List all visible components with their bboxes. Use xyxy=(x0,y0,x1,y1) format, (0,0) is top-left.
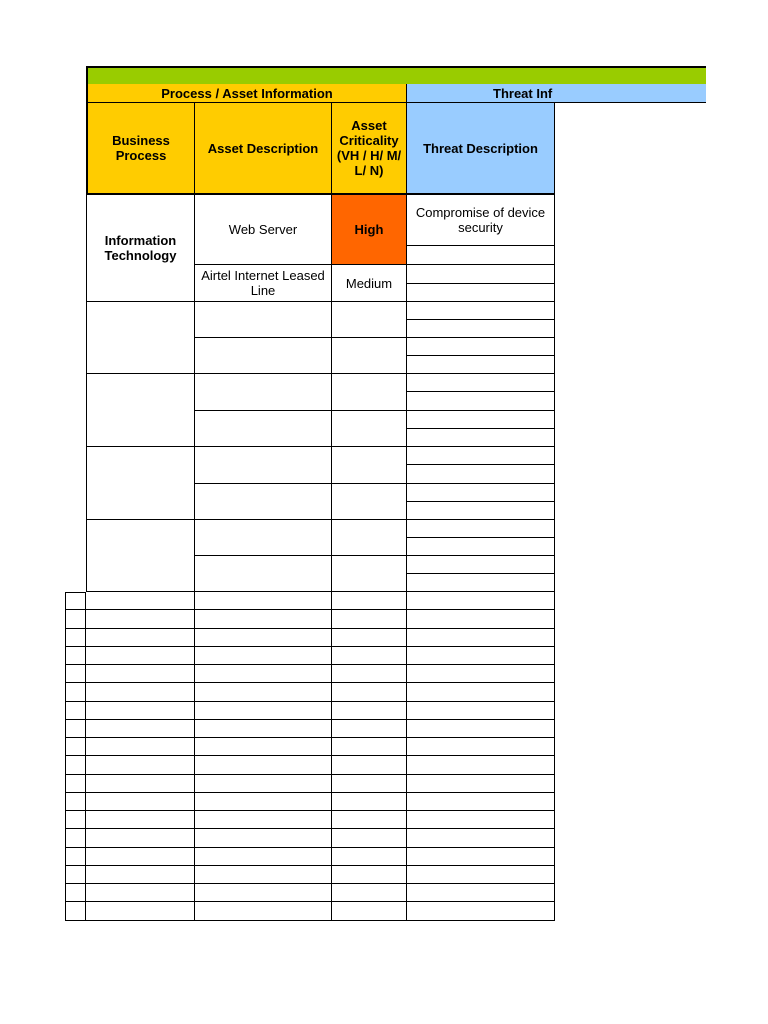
business-process-cell[interactable] xyxy=(86,738,195,756)
threat-description-cell[interactable] xyxy=(407,775,555,793)
asset-criticality-cell[interactable] xyxy=(332,829,407,848)
threat-description-cell[interactable] xyxy=(407,538,555,556)
asset-description-cell[interactable] xyxy=(195,411,332,447)
threat-description-cell[interactable] xyxy=(407,411,555,429)
section-threat-label: Threat Inf xyxy=(493,85,553,101)
asset-description-cell[interactable] xyxy=(195,848,332,866)
asset-criticality-cell[interactable] xyxy=(332,647,407,665)
row-number-cell[interactable] xyxy=(65,683,86,702)
business-process-cell[interactable] xyxy=(86,793,195,811)
asset-description-cell[interactable] xyxy=(195,702,332,720)
threat-description-cell[interactable] xyxy=(407,720,555,738)
business-process-cell[interactable] xyxy=(86,756,195,775)
threat-description-cell[interactable] xyxy=(407,338,555,356)
threat-description-cell[interactable] xyxy=(407,629,555,647)
asset-description-cell[interactable] xyxy=(195,683,332,702)
threat-description-cell[interactable] xyxy=(407,683,555,702)
asset-description-cell[interactable] xyxy=(195,484,332,520)
asset-description-cell[interactable] xyxy=(195,793,332,811)
asset-criticality-cell[interactable] xyxy=(332,884,407,902)
asset-criticality-cell[interactable] xyxy=(332,866,407,884)
threat-description-cell[interactable] xyxy=(407,738,555,756)
title-band xyxy=(86,66,706,84)
asset-description-cell[interactable] xyxy=(195,374,332,411)
threat-description-cell[interactable] xyxy=(407,702,555,720)
threat-description-cell[interactable] xyxy=(407,902,555,921)
threat-description-cell[interactable] xyxy=(407,320,555,338)
business-process-cell[interactable] xyxy=(86,447,195,520)
business-process-cell[interactable] xyxy=(86,647,195,665)
threat-description-cell[interactable] xyxy=(407,246,555,265)
threat-description-cell[interactable] xyxy=(407,574,555,592)
business-process-cell[interactable] xyxy=(86,629,195,647)
row-number-cell[interactable] xyxy=(65,884,86,902)
asset-description-cell[interactable] xyxy=(195,302,332,338)
threat-description-cell[interactable] xyxy=(407,520,555,538)
asset-description-cell[interactable] xyxy=(195,447,332,484)
asset-criticality-cell[interactable] xyxy=(332,520,407,556)
col-asset-criticality: Asset Criticality (VH / H/ M/ L/ N) xyxy=(332,103,407,195)
col-asset-description: Asset Description xyxy=(195,103,332,195)
asset-criticality-cell[interactable] xyxy=(332,902,407,921)
asset-description-cell[interactable] xyxy=(195,829,332,848)
asset-description-cell[interactable] xyxy=(195,647,332,665)
row-number-cell[interactable] xyxy=(65,775,86,793)
row-number-cell[interactable] xyxy=(65,610,86,629)
threat-description-cell[interactable] xyxy=(407,829,555,848)
row-number-cell[interactable] xyxy=(65,756,86,775)
row-number-cell[interactable] xyxy=(65,592,86,610)
asset-criticality-cell[interactable] xyxy=(332,411,407,447)
threat-description-cell[interactable] xyxy=(407,284,555,302)
asset-criticality-cell[interactable] xyxy=(332,338,407,374)
threat-description-cell[interactable] xyxy=(407,592,555,610)
asset-criticality-cell[interactable] xyxy=(332,702,407,720)
threat-description-cell[interactable] xyxy=(407,556,555,574)
asset-criticality-cell[interactable] xyxy=(332,629,407,647)
threat-description-cell[interactable] xyxy=(407,866,555,884)
business-process-cell[interactable] xyxy=(86,884,195,902)
threat-description-cell[interactable] xyxy=(407,392,555,411)
section-threat-header xyxy=(407,84,706,103)
asset-description-cell[interactable] xyxy=(195,720,332,738)
asset-description-cell[interactable]: Web Server xyxy=(195,195,332,265)
threat-description-cell[interactable] xyxy=(407,356,555,374)
business-process-cell[interactable] xyxy=(86,610,195,629)
asset-criticality-cell[interactable] xyxy=(332,683,407,702)
business-process-cell[interactable] xyxy=(86,848,195,866)
business-process-cell[interactable] xyxy=(86,302,195,374)
row-number-cell[interactable] xyxy=(65,629,86,647)
asset-criticality-cell[interactable] xyxy=(332,738,407,756)
threat-description-cell[interactable] xyxy=(407,884,555,902)
threat-description-cell[interactable] xyxy=(407,848,555,866)
threat-description-cell[interactable]: Compromise of device security xyxy=(407,195,555,246)
asset-description-cell[interactable] xyxy=(195,884,332,902)
row-number-cell[interactable] xyxy=(65,866,86,884)
asset-description-cell[interactable] xyxy=(195,556,332,592)
asset-description-cell[interactable]: Airtel Internet Leased Line xyxy=(195,265,332,302)
row-number-cell[interactable] xyxy=(65,647,86,665)
threat-description-cell[interactable] xyxy=(407,265,555,284)
asset-description-cell[interactable] xyxy=(195,756,332,775)
row-number-cell[interactable] xyxy=(65,902,86,921)
threat-description-cell[interactable] xyxy=(407,793,555,811)
threat-description-cell[interactable] xyxy=(407,302,555,320)
row-number-cell[interactable] xyxy=(65,702,86,720)
asset-criticality-cell[interactable] xyxy=(332,811,407,829)
business-process-cell[interactable] xyxy=(86,902,195,921)
asset-description-cell[interactable] xyxy=(195,665,332,683)
threat-description-cell[interactable] xyxy=(407,811,555,829)
asset-criticality-cell[interactable] xyxy=(332,775,407,793)
asset-criticality-cell[interactable] xyxy=(332,374,407,411)
asset-description-cell[interactable] xyxy=(195,629,332,647)
asset-description-cell[interactable] xyxy=(195,902,332,921)
asset-description-cell[interactable] xyxy=(195,592,332,610)
threat-description-cell[interactable] xyxy=(407,502,555,520)
row-number-cell[interactable] xyxy=(65,811,86,829)
asset-criticality-cell[interactable] xyxy=(332,665,407,683)
asset-criticality-cell[interactable] xyxy=(332,610,407,629)
row-number-cell[interactable] xyxy=(65,829,86,848)
asset-description-cell[interactable] xyxy=(195,610,332,629)
asset-description-cell[interactable] xyxy=(195,775,332,793)
asset-criticality-cell[interactable] xyxy=(332,302,407,338)
asset-criticality-cell[interactable] xyxy=(332,484,407,520)
row-number-cell[interactable] xyxy=(65,738,86,756)
asset-criticality-cell[interactable] xyxy=(332,848,407,866)
business-process-cell[interactable] xyxy=(86,520,195,592)
asset-description-cell[interactable] xyxy=(195,520,332,556)
threat-description-cell[interactable] xyxy=(407,374,555,392)
threat-description-cell[interactable] xyxy=(407,429,555,447)
section-process-asset-label: Process / Asset Information xyxy=(161,85,333,101)
business-process-cell[interactable] xyxy=(86,683,195,702)
business-process-cell[interactable] xyxy=(86,829,195,848)
asset-description-cell[interactable] xyxy=(195,338,332,374)
business-process-cell[interactable] xyxy=(86,702,195,720)
business-process-cell[interactable] xyxy=(86,592,195,610)
threat-description-cell[interactable] xyxy=(407,756,555,775)
business-process-cell[interactable] xyxy=(86,775,195,793)
asset-description-cell[interactable] xyxy=(195,738,332,756)
business-process-cell[interactable] xyxy=(86,374,195,447)
threat-description-cell[interactable] xyxy=(407,647,555,665)
asset-criticality-cell-high[interactable]: High xyxy=(332,195,407,265)
business-process-cell[interactable] xyxy=(86,811,195,829)
threat-description-cell[interactable] xyxy=(407,610,555,629)
threat-description-cell[interactable] xyxy=(407,665,555,683)
threat-description-cell[interactable] xyxy=(407,484,555,502)
asset-criticality-cell[interactable] xyxy=(332,756,407,775)
asset-criticality-cell[interactable] xyxy=(332,793,407,811)
asset-criticality-cell[interactable] xyxy=(332,720,407,738)
asset-criticality-cell[interactable] xyxy=(332,447,407,484)
asset-description-cell[interactable] xyxy=(195,811,332,829)
business-process-cell[interactable] xyxy=(86,665,195,683)
col-business-process: Business Process xyxy=(86,103,195,195)
col-threat-description: Threat Description xyxy=(407,103,555,195)
business-process-cell[interactable]: Information Technology xyxy=(86,195,195,302)
row-number-cell[interactable] xyxy=(65,848,86,866)
row-number-cell[interactable] xyxy=(65,665,86,683)
row-number-cell[interactable] xyxy=(65,720,86,738)
asset-criticality-cell[interactable]: Medium xyxy=(332,265,407,302)
asset-criticality-cell[interactable] xyxy=(332,592,407,610)
threat-description-cell[interactable] xyxy=(407,447,555,465)
asset-criticality-cell[interactable] xyxy=(332,556,407,592)
business-process-cell[interactable] xyxy=(86,866,195,884)
threat-description-cell[interactable] xyxy=(407,465,555,484)
asset-description-cell[interactable] xyxy=(195,866,332,884)
business-process-cell[interactable] xyxy=(86,720,195,738)
row-number-cell[interactable] xyxy=(65,793,86,811)
section-process-asset-header xyxy=(86,84,407,103)
